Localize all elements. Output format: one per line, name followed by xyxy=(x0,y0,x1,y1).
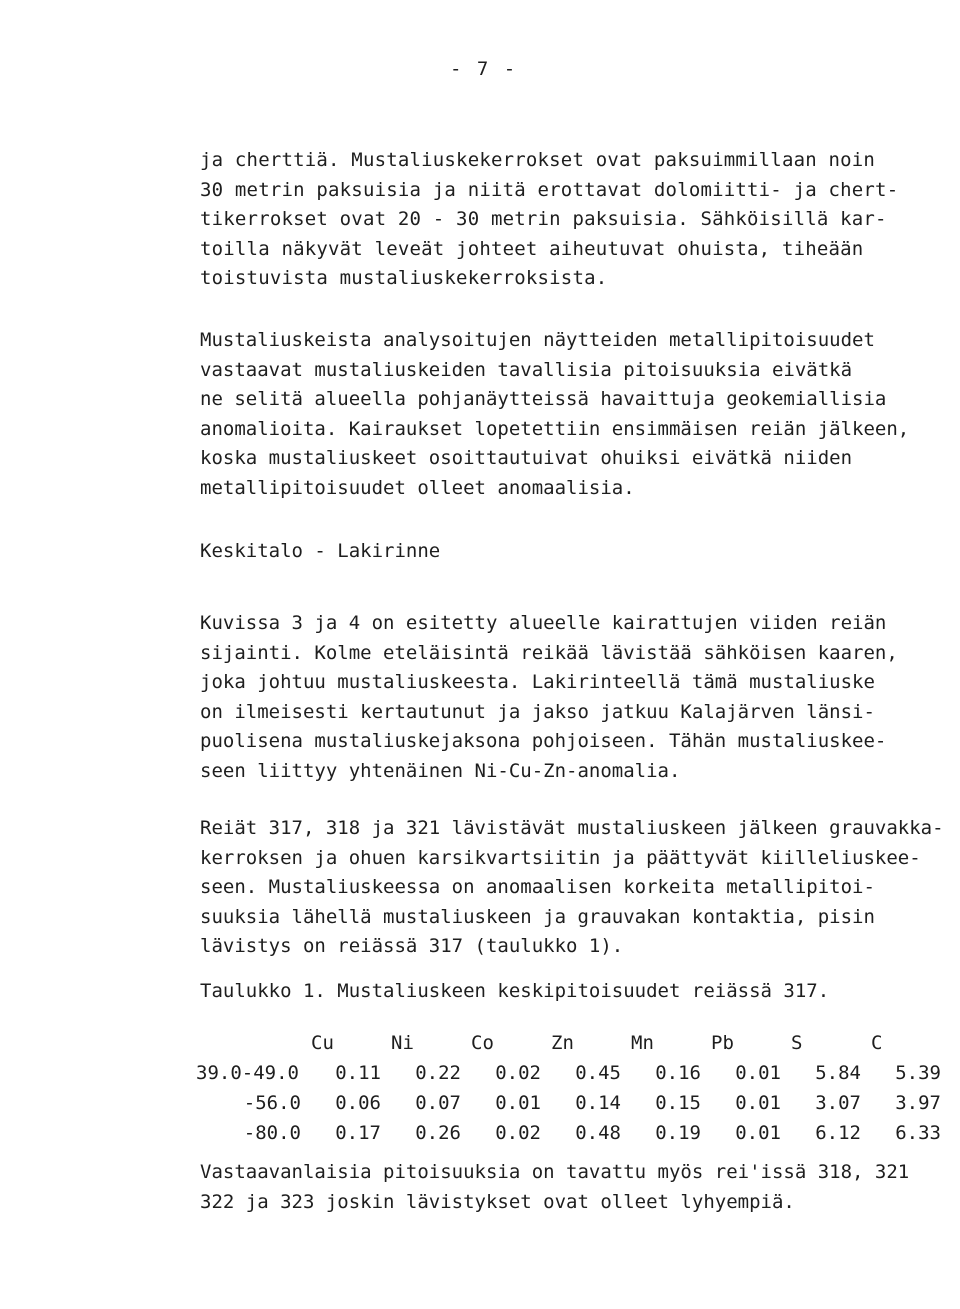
paragraph-line: Mustaliuskeista analysoitujen näytteiden metallipitoisuudet xyxy=(200,329,875,351)
paragraph-line: seen liittyy yhtenäinen Ni-Cu-Zn-anomalia. xyxy=(200,759,681,782)
table-cell: 0.45 xyxy=(575,1062,621,1084)
column-header-co: Co xyxy=(471,1032,494,1054)
paragraph-line: toistuvista mustaliuskekerroksista. xyxy=(200,267,608,289)
table-cell: 6.12 xyxy=(815,1122,861,1144)
table-cell: 5.39 xyxy=(895,1062,941,1084)
table-cell: 0.01 xyxy=(735,1092,781,1114)
table-cell: 0.26 xyxy=(415,1122,461,1144)
table-header-row xyxy=(196,1028,941,1058)
table-cell: 0.15 xyxy=(655,1092,701,1114)
table-cell: 0.11 xyxy=(335,1062,381,1084)
table-cell: 0.19 xyxy=(655,1122,701,1144)
depth-cell: 39.0-49.0 xyxy=(196,1062,299,1084)
paragraph-line: Kuvissa 3 ja 4 on esitetty alueelle kairattujen viiden reiän xyxy=(200,612,887,634)
table-cell: 0.01 xyxy=(735,1122,781,1144)
paragraph-holes-317-318-321 xyxy=(200,814,960,962)
column-header-cu: Cu xyxy=(311,1032,334,1054)
table-cell: 0.16 xyxy=(655,1062,701,1084)
page-number: - 7 - xyxy=(450,58,518,80)
paragraph-line: vastaavat mustaliuskeiden tavallisia pitoisuuksia eivätkä xyxy=(200,358,853,381)
paragraph-line: tikerrokset ovat 20 - 30 metrin paksuisia. Sähköisillä kar- xyxy=(200,208,887,230)
table-row xyxy=(196,1088,941,1118)
paragraph-line: sijainti. Kolme eteläisintä reikää lävistää sähköisen kaaren, xyxy=(200,641,898,664)
section-heading: Keskitalo - Lakirinne xyxy=(200,540,441,562)
paragraph-line: kerroksen ja ohuen karsikvartsiitin ja päättyvät kiilleliuskee- xyxy=(200,846,921,869)
paragraph-line: ja cherttiä. Mustaliuskekerrokset ovat paksuimmillaan noin xyxy=(200,149,876,171)
column-header-pb: Pb xyxy=(711,1032,734,1054)
paragraph-black-shale-layers xyxy=(200,146,960,294)
paragraph-line: anomalioita. Kairaukset lopetettiin ensimmäisen reiän jälkeen, xyxy=(200,417,910,440)
paragraph-line: Vastaavanlaisia pitoisuuksia on tavattu myös rei'issä 318, 321 xyxy=(200,1161,910,1183)
metal-content-table xyxy=(196,1028,941,1148)
paragraph-line: seen. Mustaliuskeessa on anomaalisen korkeita metallipitoi- xyxy=(200,876,875,898)
paragraph-line: koska mustaliuskeet osoittautuivat ohuiksi eivätkä niiden xyxy=(200,447,853,469)
table-cell: 5.84 xyxy=(815,1062,861,1084)
table-cell: 0.02 xyxy=(495,1062,541,1084)
column-header-mn: Mn xyxy=(631,1032,654,1054)
table-caption: Taulukko 1. Mustaliuskeen keskipitoisuudet reiässä 317. xyxy=(200,980,830,1002)
table-cell: 0.48 xyxy=(575,1122,621,1144)
paragraph-line: ne selitä alueella pohjanäytteissä havaittuja geokemiallisia xyxy=(200,388,887,410)
table-cell: 0.14 xyxy=(575,1092,621,1114)
paragraph-line: suuksia lähellä mustaliuskeen ja grauvakan kontaktia, pisin xyxy=(200,905,875,928)
depth-cell: -80.0 xyxy=(243,1122,301,1144)
table-cell: 0.22 xyxy=(415,1062,461,1084)
table-row xyxy=(196,1118,941,1148)
paragraph-line: Reiät 317, 318 ja 321 lävistävät mustaliuskeen jälkeen grauvakka- xyxy=(200,817,944,839)
depth-cell: -56.0 xyxy=(243,1092,301,1114)
column-header-ni: Ni xyxy=(391,1032,414,1054)
paragraph-line: toilla näkyvät leveät johteet aiheutuvat ohuista, tiheään xyxy=(200,237,864,260)
table-cell: 3.97 xyxy=(895,1092,941,1114)
column-header-c: C xyxy=(871,1032,883,1054)
table-cell: 0.01 xyxy=(495,1092,541,1114)
paragraph-line: lävistys on reiässä 317 (taulukko 1). xyxy=(200,935,624,957)
table-cell: 0.17 xyxy=(335,1122,381,1144)
table-cell: 0.01 xyxy=(735,1062,781,1084)
paragraph-line: on ilmeisesti kertautunut ja jakso jatkuu Kalajärven länsi- xyxy=(200,700,875,723)
table-row xyxy=(196,1058,941,1088)
column-header-s: S xyxy=(791,1032,803,1054)
paragraph-line: 30 metrin paksuisia ja niitä erottavat dolomiitti- ja chert- xyxy=(200,178,899,201)
table-cell: 3.07 xyxy=(815,1092,861,1114)
depth-column-header xyxy=(196,1028,301,1058)
table-cell: 6.33 xyxy=(895,1122,941,1144)
table-cell: 0.06 xyxy=(335,1092,381,1114)
column-header-zn: Zn xyxy=(551,1032,574,1054)
paragraph-line: 322 ja 323 joskin lävistykset ovat olleet lyhyempiä. xyxy=(200,1190,795,1213)
table-cell: 0.07 xyxy=(415,1092,461,1114)
paragraph-holes-318-321-322-323 xyxy=(200,1158,960,1217)
paragraph-analysis xyxy=(200,326,960,503)
table-cell: 0.02 xyxy=(495,1122,541,1144)
paragraph-drill-holes xyxy=(200,609,960,786)
paragraph-line: joka johtuu mustaliuskeesta. Lakirinteellä tämä mustaliuske xyxy=(200,671,875,693)
paragraph-line: metallipitoisuudet olleet anomaalisia. xyxy=(200,476,635,499)
paragraph-line: puolisena mustaliuskejaksona pohjoiseen. Tähän mustaliuskee- xyxy=(200,730,887,752)
